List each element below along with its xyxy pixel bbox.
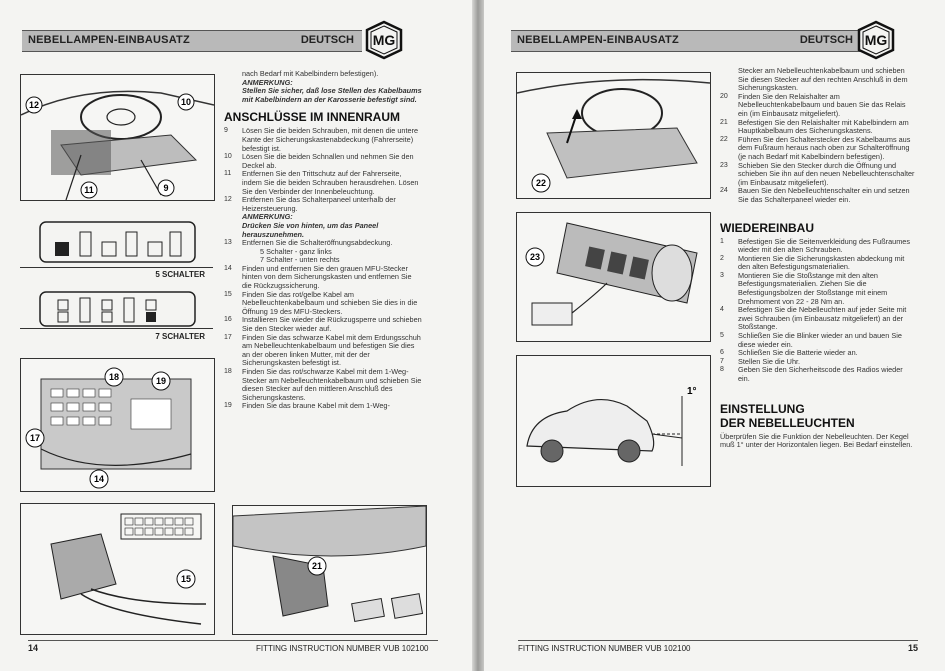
left-page [0,0,472,671]
page-number: 14 [28,643,39,653]
figure-pedal-area [232,505,427,635]
svg-text:MG: MG [372,32,396,48]
step-item: 8 Geben Sie den Sicherheitscode des Radios wieder ein. [720,365,903,383]
step-item: 7 Stellen Sie die Uhr. [720,356,801,366]
svg-text:19: 19 [155,376,167,386]
note-title: ANMERKUNG: [242,212,293,222]
step-item: 14 Finden und entfernen Sie den grauen MFU-Stecker hinten von dem Sicherungskasten und entfernen Sie die Rückzugssicherung. [224,263,412,291]
section-heading: ANSCHLÜSSE IM INNENRAUM [224,110,401,125]
step-item: 2 Montieren Sie die Sicherungskasten abdeckung mit den alten Befestigungsmaterialien. [720,253,905,272]
footer-instruction: FITTING INSTRUCTION NUMBER VUB 102100 [518,644,691,653]
svg-text:11: 11 [84,185,94,195]
step-item: 21 Befestigen Sie den Relaishalter mit Kabelbindern am Hauptkabelbaum des Sicherungskastens. [720,117,909,136]
page-header-right [511,30,861,52]
page-number: 15 [907,643,918,653]
step-item: 4 Befestigen Sie die Nebelleuchten auf jeder Seite mit zwei Schrauben (im Einbausatz mitgeliefert) an der Stoßstange. [720,305,907,332]
svg-text:22: 22 [535,178,547,188]
footer-instruction: FITTING INSTRUCTION NUMBER VUB 102100 [256,644,429,653]
header-title: NEBELLAMPEN-EINBAUSATZ [28,34,190,46]
step-item: 13 Entfernen Sie die Schalteröffnungsabdeckung. [224,238,393,248]
page-footer-left [28,640,438,655]
figure-footwell-cable [516,72,711,199]
step-item: 6 Schließen Sie die Batterie wieder an. [720,348,858,358]
right-text-column [720,67,916,450]
intro-line: Stecker am Nebelleuchtenkabelbaum und schieben Sie diesen Stecker auf den rechten Anschluß in dem Sicherungskasten. [738,66,908,93]
final-paragraph: Überprüfen Sie die Funktion der Nebelleuchten. Der Kegel muß 1° unter der Horizontalen liegen. Bei Bedarf einstellen. [720,431,913,450]
header-language: DEUTSCH [300,34,354,46]
section-heading: WIEDEREINBAU [720,220,815,235]
step-item: 24 Bauen Sie den Nebelleuchtenschalter ein und setzen Sie das Schalterpaneel wieder ein. [720,186,910,204]
five-switch-caption: 5 SCHALTER [155,270,205,279]
step-item: 5 Schließen Sie die Blinker wieder an und bauen Sie diese wieder ein. [720,331,902,349]
svg-text:9: 9 [163,183,169,193]
angle-label: 1° [687,386,697,397]
header-title: NEBELLAMPEN-EINBAUSATZ [517,34,679,46]
step-item: 23 Schieben Sie den Stecker durch die Öffnung und schieben Sie ihn auf den neuen Nebelleuchtenschalter (im Einbausatz mitgeliefert). [720,160,915,187]
figure-beam-angle [516,355,711,487]
figure-5-switches [20,214,213,282]
svg-text:21: 21 [311,561,323,571]
intro-line: nach Bedarf mit Kabelbindern befestigen). [242,69,379,78]
step-item: 10 Lösen Sie die beiden Schnallen und nehmen Sie den Deckel ab. [224,152,414,170]
header-language: DEUTSCH [799,34,853,46]
book-gutter [472,0,484,671]
section-heading: DER NEBELLEUCHTEN [720,415,855,430]
step-item: 9 Lösen Sie die beiden Schrauben, mit denen die untere Kante der Sicherungskastenabdeckung (Fahrerseite) befestigt ist. [224,126,419,153]
figure-dashboard [20,74,215,201]
page-header-left [22,30,362,52]
svg-text:12: 12 [28,100,40,110]
right-page [484,0,945,671]
svg-text:17: 17 [29,433,41,443]
svg-text:MG: MG [864,32,888,48]
sub-item: 5 Schalter - ganz links [260,246,332,256]
svg-text:18: 18 [108,372,120,382]
step-item: 16 Installieren Sie wieder die Rückzugsperre und schieben Sie den Stecker wieder auf. [224,315,422,334]
step-item: 20 Finden Sie den Relaishalter am Nebelleuchtenkabelbaum und bauen Sie das Relais ein (im Einbausatz mitgeliefert). [720,91,906,118]
step-item: 11 Entfernen Sie den Trittschutz auf der Fahrerseite, indem Sie die beiden Schrauben herausdrehen. Lösen Sie den Verbinder der Innenbeleuchtung. [224,169,419,196]
svg-text:14: 14 [93,474,105,484]
figure-fuse-box [20,358,215,492]
note-text: Drücken Sie von hinten, um das Paneel herauszunehmen. [242,220,379,239]
step-item: 15 Finden Sie das rot/gelbe Kabel am Nebelleuchtenkabelbaum und schieben Sie dies in die Öffnung 19 des MFU-Steckers. [224,289,418,316]
step-item: 1 Befestigen Sie die Seitenverkleidung des Fußraumes wieder mit den alten Schrauben. [720,236,910,255]
step-item: 22 Führen Sie den Schalterstecker des Kabelbaums aus dem Fußraum heraus nach oben zur Schalteröffnung (je nach Bedarf mit Kabelbindern befestigen). [720,134,911,161]
figure-7-switches [20,290,213,346]
svg-text:10: 10 [180,97,192,107]
mg-logo [364,20,404,60]
step-item: 17 Finden Sie das schwarze Kabel mit dem Erdungsschuh am Nebelleuchtenkabelbaum und befestigen Sie dies an der oberen linken Mutter, mit der der Sicherungskasten befestigt ist. [224,332,421,368]
note-text: Stellen Sie sicher, daß lose Stellen des Kabelbaums mit Kabelbindern an der Karosserie befestigt sind. [242,86,422,104]
note-title: ANMERKUNG: [242,77,293,87]
step-item: 19 Finden Sie das braune Kabel mit dem 1-Weg- [224,401,390,411]
figure-switch-install [516,212,711,342]
svg-text:23: 23 [529,252,541,262]
left-text-column [224,70,422,411]
seven-switch-caption: 7 SCHALTER [155,332,205,341]
sub-item: 7 Schalter - unten rechts [260,255,340,265]
step-item: 12 Entfernen Sie das Schalterpaneel unterhalb der Heizersteuerung. [224,195,396,213]
mg-logo [856,20,896,60]
step-item: 18 Finden Sie das rot/schwarze Kabel mit dem 1-Weg-Stecker am Nebelleuchtenkabelbaum und schieben Sie diesen Stecker auf den mittleren Anschluß des Sicherungskastens. [224,367,422,402]
svg-text:15: 15 [180,574,192,584]
section-heading: EINSTELLUNG [720,401,805,416]
figure-mfu-connector [20,503,215,635]
step-item: 3 Montieren Sie die Stoßstange mit den alten Befestigungsmaterialien. Ziehen Sie die Befestigungsbolzen der Stoßstange mit einem Drehmoment von 22 - 28 Nm an. [720,270,888,306]
page-footer-right [518,640,918,655]
